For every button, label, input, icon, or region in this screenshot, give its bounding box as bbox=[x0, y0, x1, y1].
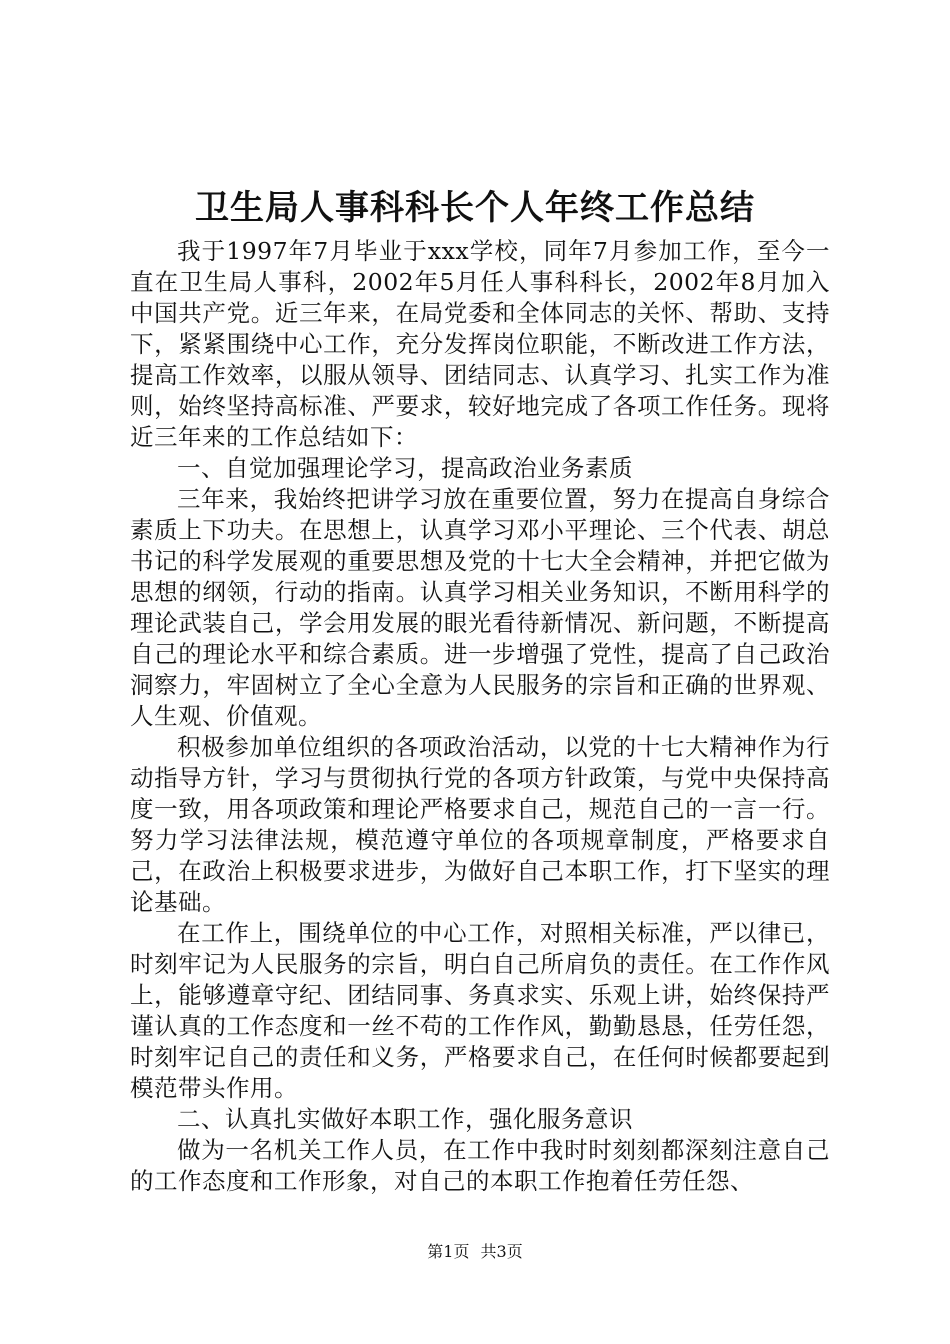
page-footer bbox=[0, 1242, 950, 1262]
document-body bbox=[130, 236, 830, 1197]
paragraph-work-style: 在工作上，围绕单位的中心工作，对照相关标准，严以律已，时刻牢记为人民服务的宗旨，明白自己所肩负的责任。在工作作风上，能够遵章守纪、团结同事、务真求实、乐观上讲，始终保持严谨认真的工作态度和一丝不苟的工作作风，勤勤恳恳，任劳任怨，时刻牢记自己的责任和义务，严格要求自己，在任何时候都要起到模范带头作用。 bbox=[130, 919, 830, 1102]
document-title: 卫生局人事科科长个人年终工作总结 bbox=[195, 188, 755, 228]
page-number: 第1页 bbox=[427, 1242, 470, 1261]
page-total: 共3页 bbox=[480, 1242, 523, 1261]
paragraph-intro: 我于1997年7月毕业于xxx学校，同年7月参加工作，至今一直在卫生局人事科，2002年5月任人事科科长，2002年8月加入中国共产党。近三年来，在局党委和全体同志的关怀、帮助、支持下，紧紧围绕中心工作，充分发挥岗位职能，不断改进工作方法，提高工作效率，以服从领导、团结同志、认真学习、扎实工作为准则，始终坚持高标准、严要求，较好地完成了各项工作任务。现将近三年来的工作总结如下： bbox=[130, 237, 830, 451]
section-heading-2: 二、认真扎实做好本职工作，强化服务意识 bbox=[177, 1105, 633, 1133]
paragraph-political-activities: 积极参加单位组织的各项政治活动，以党的十七大精神作为行动指导方针，学习与贯彻执行党的各项方针政策，与党中央保持高度一致，用各项政策和理论严格要求自己，规范自己的一言一行。努力学习法律法规，模范遵守单位的各项规章制度，严格要求自己，在政治上积极要求进步，为做好自己本职工作，打下坚实的理论基础。 bbox=[130, 733, 830, 916]
paragraph-job-duties: 做为一名机关工作人员，在工作中我时时刻刻都深刻注意自己的工作态度和工作形象，对自己的本职工作抱着任劳任怨、 bbox=[130, 1136, 830, 1195]
paragraph-study: 三年来，我始终把讲学习放在重要位置，努力在提高自身综合素质上下功夫。在思想上，认真学习邓小平理论、三个代表、胡总书记的科学发展观的重要思想及党的十七大全会精神，并把它做为思想的纲领，行动的指南。认真学习相关业务知识，不断用科学的理论武装自己，学会用发展的眼光看待新情况、新问题，不断提高自己的理论水平和综合素质。进一步增强了党性，提高了自己政治洞察力，牢固树立了全心全意为人民服务的宗旨和正确的世界观、人生观、价值观。 bbox=[130, 485, 830, 730]
section-heading-1: 一、自觉加强理论学习，提高政治业务素质 bbox=[177, 454, 633, 482]
